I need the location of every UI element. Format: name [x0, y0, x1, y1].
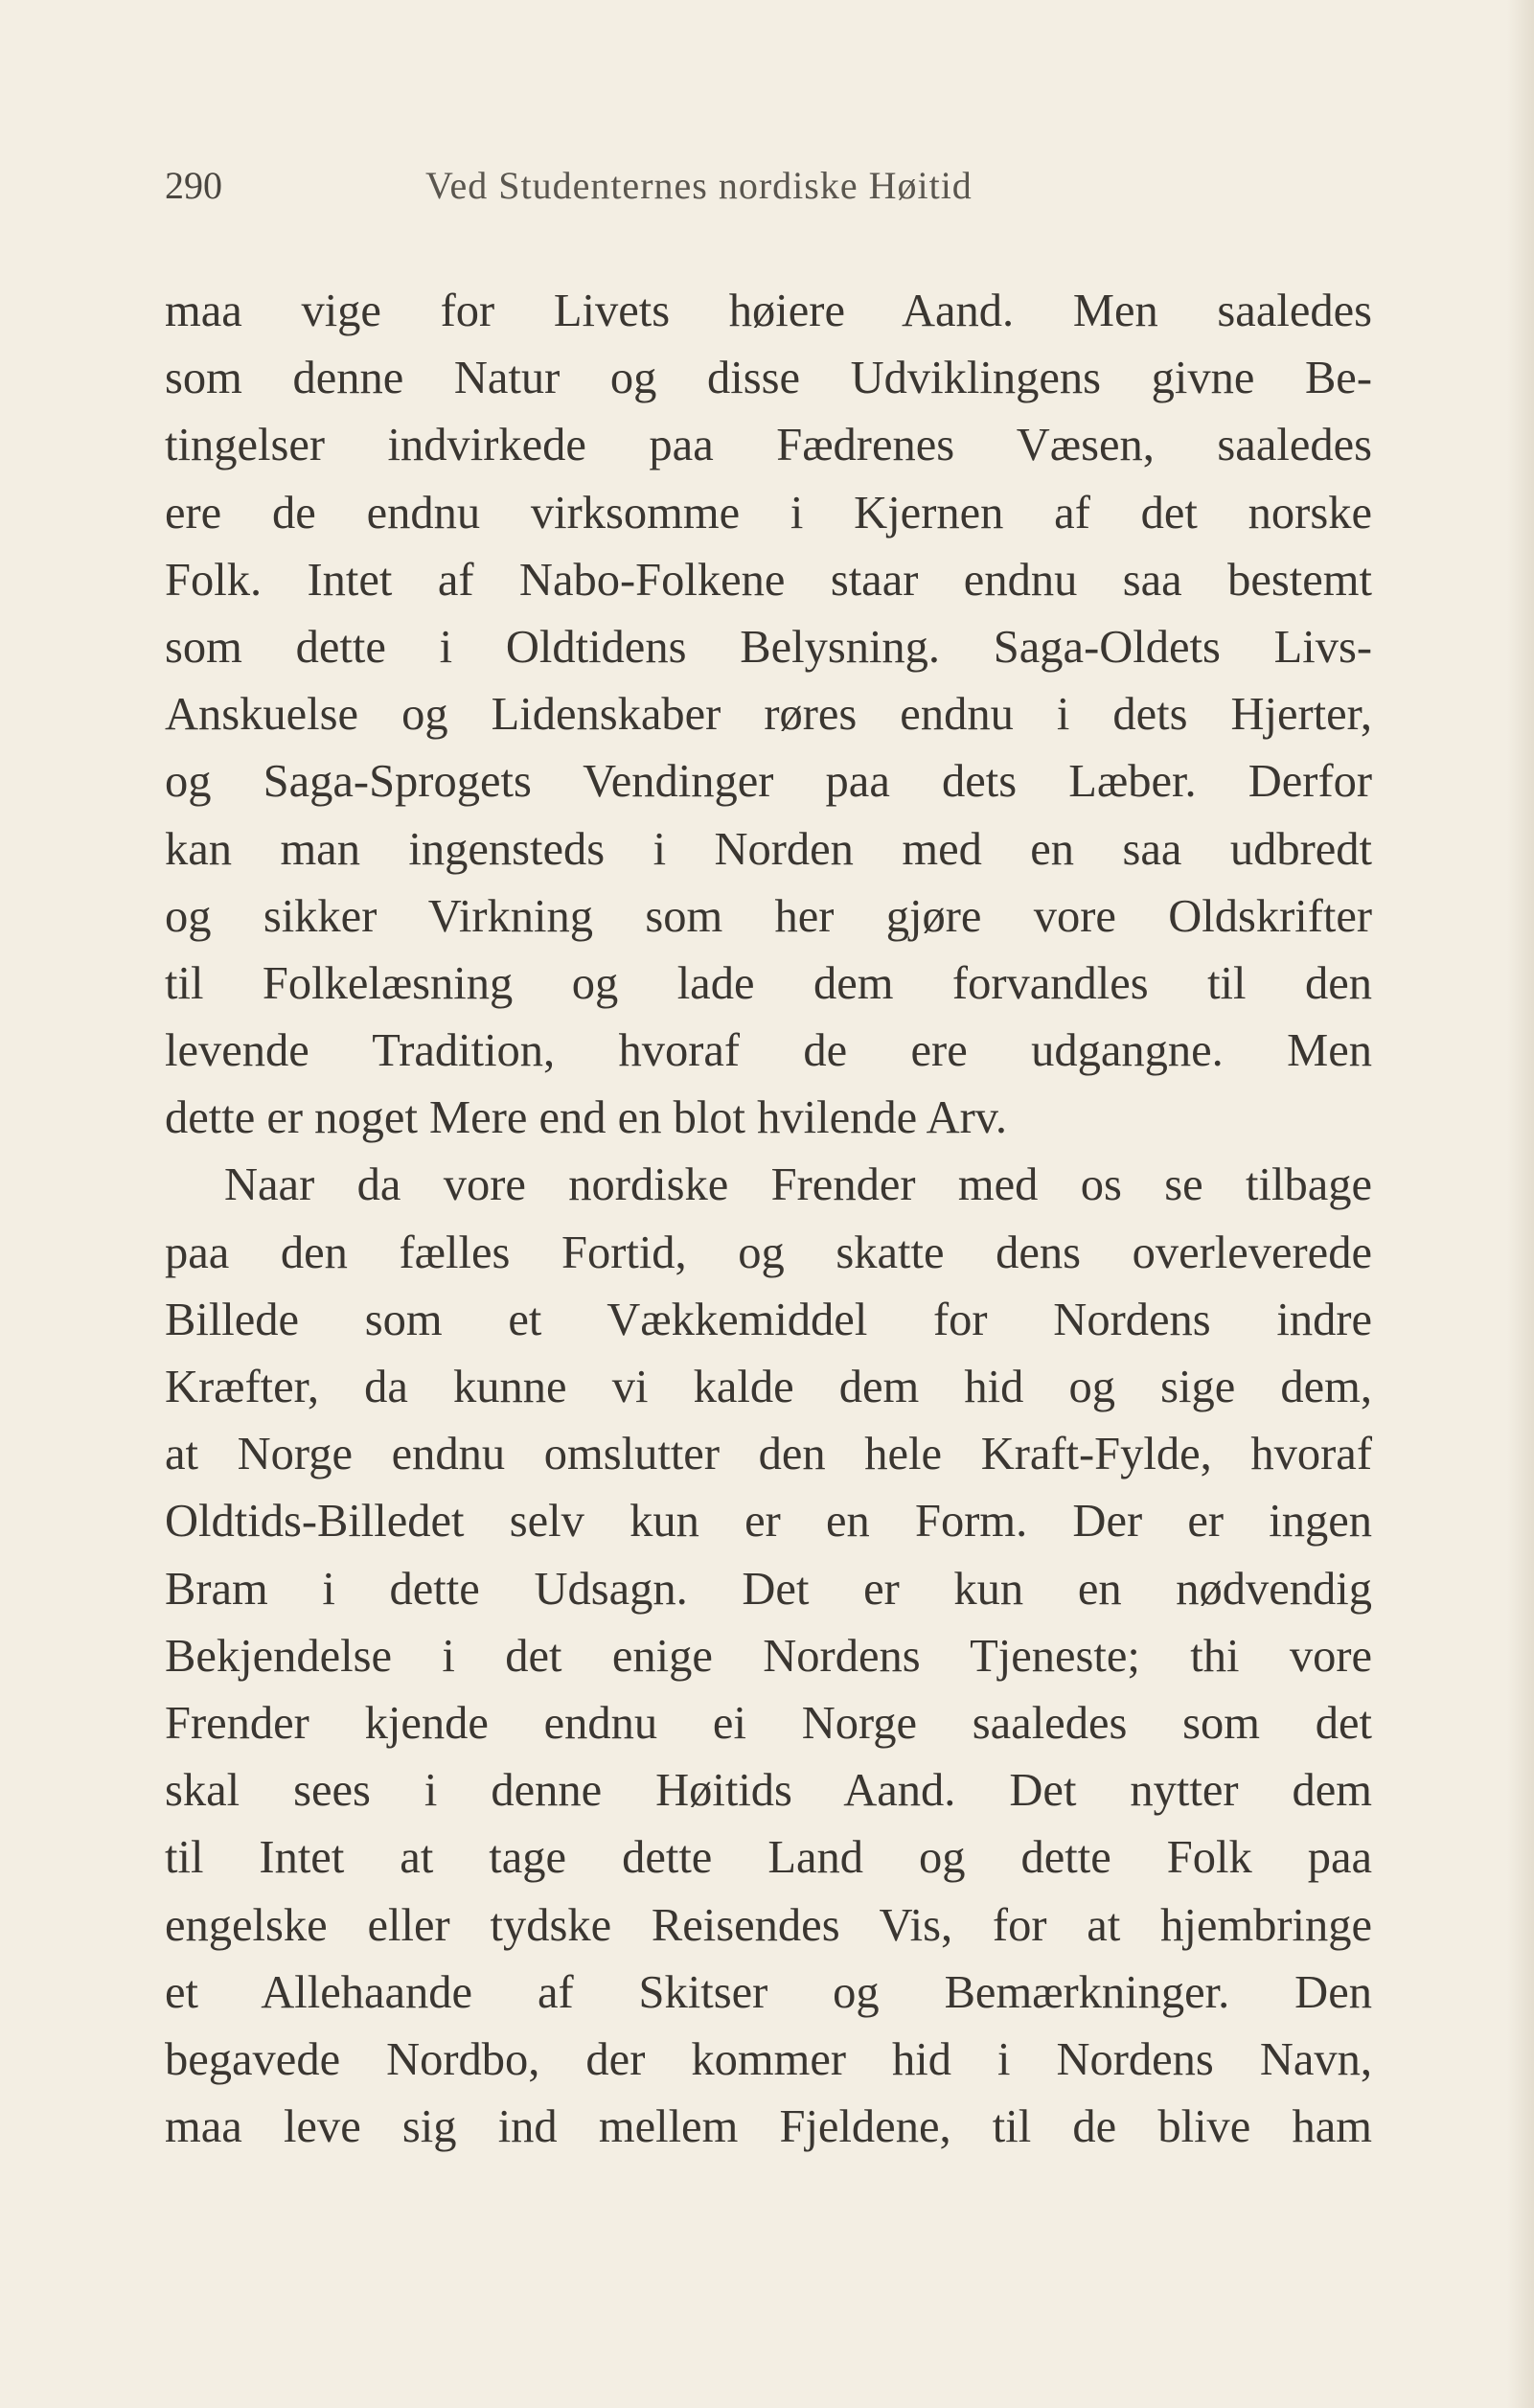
text-line: Billede som et Vækkemiddel for Nordens indre [165, 1294, 1372, 1345]
text-line: Oldtids-Billedet selv kun er en Form. Der er ingen [165, 1496, 1372, 1548]
text-line: Frender kjende endnu ei Norge saaledes som det [165, 1697, 1372, 1749]
body-text [165, 278, 1372, 2161]
text-line: og sikker Virkning som her gjøre vore Oldskrifter [165, 890, 1372, 942]
text-line: begavede Nordbo, der kommer hid i Nordens Navn, [165, 2033, 1372, 2085]
text-line: kan man ingensteds i Norden med en saa udbredt [165, 823, 1372, 875]
text-line: som dette i Oldtidens Belysning. Saga-Oldets Livs- [165, 621, 1372, 673]
text-line: skal sees i denne Høitids Aand. Det nytter dem [165, 1765, 1372, 1817]
page-number: 290 [165, 164, 222, 207]
text-line: Naar da vore nordiske Frender med os se tilbage [224, 1159, 1372, 1211]
text-line: levende Tradition, hvoraf de ere udgangne. Men [165, 1025, 1372, 1077]
running-header [165, 163, 1123, 220]
text-line: maa vige for Livets høiere Aand. Men saaledes [165, 286, 1372, 336]
text-line: Bekjendelse i det enige Nordens Tjeneste; thi vore [165, 1630, 1372, 1682]
text-line: til Intet at tage dette Land og dette Folk paa [165, 1832, 1372, 1884]
text-line: og Saga-Sprogets Vendinger paa dets Læber. Derfor [165, 756, 1372, 808]
text-line: Folk. Intet af Nabo-Folkene staar endnu saa bestemt [165, 554, 1372, 606]
text-line: maa leve sig ind mellem Fjeldene, til de blive ham [165, 2101, 1372, 2153]
text-line: til Folkelæsning og lade dem forvandles til den [165, 957, 1372, 1009]
text-line: tingelser indvirkede paa Fædrenes Væsen, saaledes [165, 420, 1372, 471]
text-line: Anskuelse og Lidenskaber røres endnu i dets Hjerter, [165, 689, 1372, 741]
text-line: ere de endnu virksomme i Kjernen af det norske [165, 487, 1372, 539]
text-line: engelske eller tydske Reisendes Vis, for at hjembringe [165, 1899, 1372, 1951]
running-title: Ved Studenternes nordiske Høitid [425, 164, 973, 207]
text-line: Kræfter, da kunne vi kalde dem hid og sige dem, [165, 1362, 1372, 1412]
text-line: Bram i dette Udsagn. Det er kun en nødvendig [165, 1563, 1372, 1615]
text-line: dette er noget Mere end en blot hvilende Arv. [165, 1092, 1007, 1144]
text-line: et Allehaande af Skitser og Bemærkninger. Den [165, 1966, 1372, 2018]
text-line: paa den fælles Fortid, og skatte dens overleverede [165, 1227, 1372, 1278]
text-line: at Norge endnu omslutter den hele Kraft-Fylde, hvoraf [165, 1429, 1372, 1480]
page-edge-shadow [1507, 0, 1534, 2408]
text-line: som denne Natur og disse Udviklingens givne Be- [165, 353, 1372, 404]
